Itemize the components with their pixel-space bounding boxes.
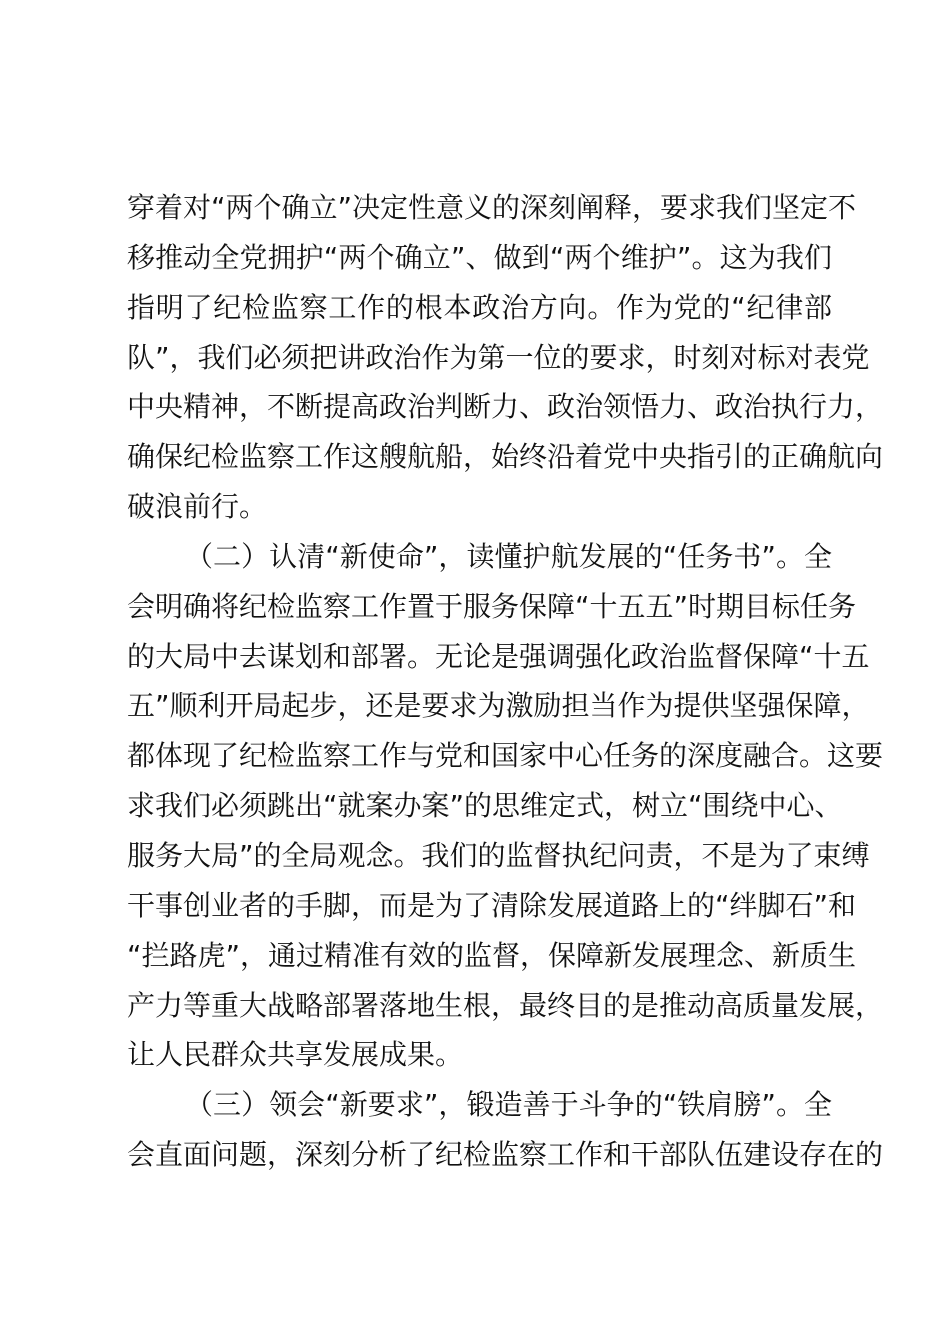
text-line: 服务大局”的全局观念。我们的监督执纪问责，不是为了束缚 [127,838,870,872]
text-line: 确保纪检监察工作这艘航船，始终沿着党中央指引的正确航向 [127,440,884,474]
text-line: 破浪前行。 [127,490,268,524]
paragraph-section-3 [127,1080,884,1180]
section-heading-line: （二）认清“新使命”，读懂护航发展的“任务书”。全 [185,539,832,573]
text-line: 穿着对“两个确立”决定性意义的深刻阐释，要求我们坚定不 [127,191,857,224]
text-line: “拦路虎”，通过精准有效的监督，保障新发展理念、新质生 [127,938,857,972]
section-heading-line: （三）领会“新要求”，锻造善于斗争的“铁肩膀”。全 [185,1088,832,1122]
text-line: 会直面问题，深刻分析了纪检监察工作和干部队伍建设存在的 [127,1138,884,1172]
text-line: 的大局中去谋划和部署。无论是强调强化政治监督保障“十五 [127,639,870,673]
paragraph-section-2 [127,532,884,1080]
text-line: 让人民群众共享发展成果。 [127,1038,464,1072]
text-line: 五”顺利开局起步，还是要求为激励担当作为提供坚强保障， [127,689,870,723]
text-line: 会明确将纪检监察工作置于服务保障“十五五”时期目标任务 [127,589,857,623]
text-line: 中央精神，不断提高政治判断力、政治领悟力、政治执行力， [127,390,884,424]
text-line: 干事创业者的手脚，而是为了清除发展道路上的“绊脚石”和 [127,888,857,922]
text-line: 队”，我们必须把讲政治作为第一位的要求，时刻对标对表党 [127,340,870,374]
text-line: 指明了纪检监察工作的根本政治方向。作为党的“纪律部 [127,290,832,324]
text-line: 产力等重大战略部署落地生根，最终目的是推动高质量发展， [127,988,884,1022]
text-line: 都体现了纪检监察工作与党和国家中心任务的深度融合。这要 [127,739,884,773]
text-line: 求我们必须跳出“就案办案”的思维定式，树立“围绕中心、 [127,789,843,823]
document-page [127,183,884,1180]
text-line: 移推动全党拥护“两个确立”、做到“两个维护”。这为我们 [127,240,832,274]
paragraph-1-continued [127,183,884,532]
